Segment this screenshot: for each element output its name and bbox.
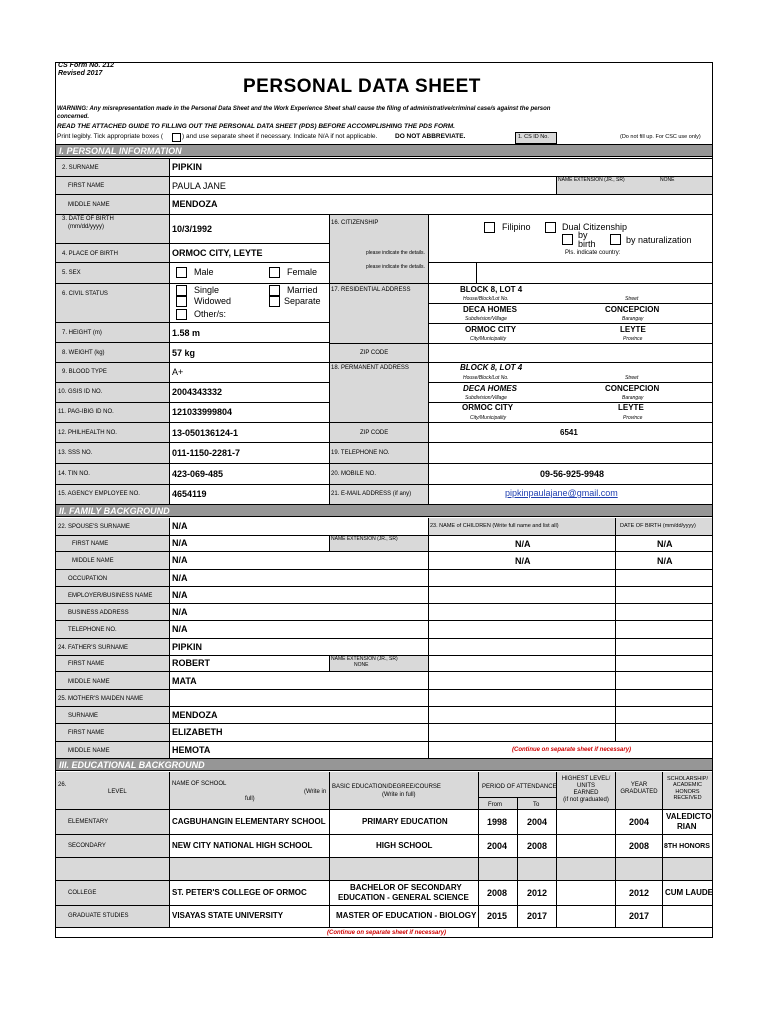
education-period-header: PERIOD OF ATTENDANCE [482, 784, 557, 790]
mother-surname-value[interactable]: MENDOZA [172, 710, 218, 720]
citizenship-details-hint-2: please indicate the details. [366, 264, 425, 270]
edu-graduate-to[interactable]: 2017 [527, 911, 548, 921]
mother-middle-name-value[interactable]: HEMOTA [172, 745, 211, 755]
education-item-number: 26. [58, 782, 67, 788]
edu-college-honors[interactable]: CUM LAUDE [665, 888, 713, 897]
permanent-barangay-value[interactable]: CONCEPCION [605, 384, 660, 393]
residential-province-caption: Province [623, 336, 643, 342]
csc-note: (Do not fill up. For CSC use only) [620, 134, 701, 140]
middle-name-value[interactable]: MENDOZA [172, 199, 218, 209]
father-surname-label: 24. FATHER'S SURNAME [58, 645, 129, 651]
permanent-street-caption: Street [625, 375, 639, 381]
spouse-telephone-label: TELEPHONE NO. [68, 627, 117, 633]
mother-surname-label: SURNAME [68, 713, 99, 719]
education-course-header: BASIC EDUCATION/DEGREE/COURSE [332, 784, 441, 790]
warning-text: WARNING: Any misrepresentation made in the Personal Data Sheet and the Work Experience Sheet shall cause the filing of administrative/criminal case/s against the person [57, 106, 551, 112]
child-2-name[interactable]: N/A [515, 556, 531, 566]
education-school-header: NAME OF SCHOOL [172, 781, 227, 787]
edu-elementary-honors-2[interactable]: RIAN [677, 822, 697, 831]
employer-value[interactable]: N/A [172, 590, 188, 600]
residential-house-caption: House/Block/Lot No. [463, 296, 509, 302]
edu-elementary-year[interactable]: 2004 [629, 817, 650, 827]
father-name-ext-label: NAME EXTENSION (JR., SR) [331, 656, 398, 662]
mother-maiden-name-label: 25. MOTHER'S MAIDEN NAME [58, 696, 144, 702]
section-educational-background: III. EDUCATIONAL BACKGROUND [55, 758, 713, 771]
sex-female-label: Female [287, 267, 318, 277]
spouse-middle-name-label: MIDDLE NAME [72, 558, 114, 564]
father-middle-name-value[interactable]: MATA [172, 676, 197, 686]
weight-label: 8. WEIGHT (kg) [62, 350, 105, 356]
form-number: CS Form No. 212 [58, 62, 115, 69]
child-1-dob[interactable]: N/A [657, 539, 673, 549]
print-instruction-b: ) and use separate sheet if necessary. Indicate N/A if not applicable. [182, 133, 378, 140]
philhealth-value[interactable]: 13-050136124-1 [172, 428, 239, 438]
children-continue-note: (Continue on separate sheet if necessary) [512, 747, 632, 753]
edu-secondary-school[interactable]: NEW CITY NATIONAL HIGH SCHOOL [172, 841, 313, 850]
education-level-header: LEVEL [108, 789, 127, 795]
edu-secondary-from[interactable]: 2004 [487, 841, 508, 851]
height-label: 7. HEIGHT (m) [62, 330, 102, 336]
page-title: PERSONAL DATA SHEET [243, 76, 481, 97]
spouse-first-name-label: FIRST NAME [72, 541, 109, 547]
agency-employee-value[interactable]: 4654119 [172, 489, 207, 499]
permanent-zip-label: ZIP CODE [360, 430, 389, 436]
residential-subdivision-caption: Subdivision/Village [465, 316, 507, 322]
sss-label: 13. SSS NO. [58, 450, 93, 456]
name-extension-value[interactable]: NONE [660, 177, 675, 183]
gsis-value[interactable]: 2004343332 [172, 387, 223, 397]
mother-middle-name-label: MIDDLE NAME [68, 748, 110, 754]
first-name-label: FIRST NAME [68, 183, 105, 189]
edu-secondary-to[interactable]: 2008 [527, 841, 548, 851]
edu-elementary-to[interactable]: 2004 [527, 817, 548, 827]
business-address-label: BUSINESS ADDRESS [68, 610, 129, 616]
edu-college-school[interactable]: ST. PETER'S COLLEGE OF ORMOC [172, 888, 307, 897]
spouse-first-name-value[interactable]: N/A [172, 538, 188, 548]
civil-separated-label: Separate [284, 296, 321, 306]
tin-value[interactable]: 423-069-485 [172, 469, 224, 479]
father-first-name-label: FIRST NAME [68, 661, 105, 667]
sex-label: 5. SEX [62, 270, 81, 276]
sss-value[interactable]: 011-1150-2281-7 [172, 448, 241, 458]
children-dob-header: DATE OF BIRTH (mm/dd/yyyy) [620, 523, 696, 529]
education-school-write-in: (Write in [304, 789, 327, 795]
gsis-label: 10. GSIS ID NO. [58, 389, 103, 395]
email-label: 21. E-MAIL ADDRESS (if any) [331, 491, 412, 497]
residential-street-caption: Street [625, 296, 639, 302]
residential-city-caption: City/Municipality [470, 336, 507, 342]
permanent-province-caption: Province [623, 415, 643, 421]
residential-barangay-value[interactable]: CONCEPCION [605, 305, 660, 314]
education-course-full: (Write in full) [382, 792, 416, 798]
telephone-label: 19. TELEPHONE NO. [331, 450, 390, 456]
residential-barangay-caption: Barangay [622, 316, 644, 322]
pob-value[interactable]: ORMOC CITY, LEYTE [172, 248, 263, 258]
civil-others-label: Other/s: [194, 309, 227, 319]
father-first-name-value[interactable]: ROBERT [172, 658, 210, 668]
citizenship-country-hint: Pls. indicate country: [565, 250, 621, 256]
edu-graduate-level: GRADUATE STUDIES [68, 913, 129, 919]
residential-house-value[interactable]: BLOCK 8, LOT 4 [460, 285, 523, 294]
warning-text-2: concerned. [57, 114, 90, 120]
blood-type-value[interactable]: A+ [172, 367, 184, 377]
citizenship-filipino-label: Filipino [502, 222, 531, 232]
permanent-province-value[interactable]: LEYTE [618, 403, 644, 412]
education-year-header: YEAR GRADUATED [620, 782, 658, 795]
permanent-address-label: 18. PERMANENT ADDRESS [331, 365, 409, 371]
edu-college-to[interactable]: 2012 [527, 888, 548, 898]
middle-name-label: MIDDLE NAME [68, 202, 110, 208]
citizenship-details-hint: please indicate the details. [366, 250, 425, 256]
edu-graduate-school[interactable]: VISAYAS STATE UNIVERSITY [172, 911, 284, 920]
mother-first-name-label: FIRST NAME [68, 730, 105, 736]
philhealth-label: 12. PHILHEALTH NO. [58, 430, 117, 436]
education-continue-note: (Continue on separate sheet if necessary) [327, 930, 447, 936]
civil-widowed-label: Widowed [194, 296, 232, 306]
education-honors-header: SCHOLARSHIP/ ACADEMIC HONORS RECEIVED [667, 776, 708, 801]
section-family-background: II. FAMILY BACKGROUND [55, 504, 713, 517]
edu-graduate-from[interactable]: 2015 [487, 911, 508, 921]
dob-value[interactable]: 10/3/1992 [172, 224, 213, 234]
form-frame [55, 62, 713, 938]
mobile-value[interactable]: 09-56-925-9948 [540, 469, 605, 479]
edu-college-year[interactable]: 2012 [629, 888, 650, 898]
pob-label: 4. PLACE OF BIRTH [62, 251, 118, 257]
edu-elementary-course[interactable]: PRIMARY EDUCATION [362, 817, 448, 826]
edu-secondary-honors[interactable]: 8TH HONORS [664, 843, 710, 850]
sex-male-label: Male [194, 267, 214, 277]
agency-employee-label: 15. AGENCY EMPLOYEE NO. [58, 491, 140, 497]
edu-elementary-level: ELEMENTARY [68, 819, 109, 825]
email-value[interactable]: pipkinpaulajane@gmail.com [505, 488, 618, 498]
edu-college-course[interactable]: BACHELOR OF SECONDARY [350, 883, 462, 892]
spouse-surname-label: 22. SPOUSE'S SURNAME [58, 524, 130, 530]
education-from-header: From [488, 802, 502, 808]
civil-single-label: Single [194, 285, 220, 295]
blood-type-label: 9. BLOOD TYPE [62, 369, 107, 375]
occupation-value[interactable]: N/A [172, 573, 188, 583]
permanent-house-caption: House/Block/Lot No. [463, 375, 509, 381]
surname-label: 2. SURNAME [62, 165, 99, 171]
residential-city-value[interactable]: ORMOC CITY [465, 325, 517, 334]
permanent-city-value[interactable]: ORMOC CITY [462, 403, 514, 412]
father-middle-name-label: MIDDLE NAME [68, 679, 110, 685]
civil-married-label: Married [287, 285, 318, 295]
residential-address-label: 17. RESIDENTIAL ADDRESS [331, 287, 411, 293]
citizenship-by-birth-label: by [578, 230, 588, 240]
citizenship-label: 16. CITIZENSHIP [331, 220, 379, 226]
citizenship-by-birth-label-2: birth [578, 239, 596, 249]
children-header: 23. NAME of CHILDREN (Write full name and list all) [430, 523, 559, 529]
edu-graduate-year[interactable]: 2017 [629, 911, 650, 921]
father-name-ext-value[interactable]: NONE [354, 662, 369, 668]
permanent-house-value[interactable]: BLOCK 8, LOT 4 [460, 363, 523, 372]
edu-secondary-course[interactable]: HIGH SCHOOL [376, 841, 433, 850]
weight-value[interactable]: 57 kg [172, 348, 196, 358]
edu-graduate-course[interactable]: MASTER OF EDUCATION - BIOLOGY [336, 911, 477, 920]
spouse-surname-value[interactable]: N/A [172, 521, 188, 531]
residential-zip-label: ZIP CODE [360, 350, 389, 356]
business-address-value[interactable]: N/A [172, 607, 188, 617]
edu-secondary-level: SECONDARY [68, 843, 106, 849]
permanent-subdivision-caption: Subdivision/Village [465, 395, 507, 401]
residential-province-value[interactable]: LEYTE [620, 325, 646, 334]
mobile-label: 20. MOBILE NO. [331, 471, 377, 477]
spouse-middle-name-value[interactable]: N/A [172, 555, 188, 565]
child-2-dob[interactable]: N/A [657, 556, 673, 566]
height-value[interactable]: 1.58 m [172, 328, 201, 338]
spouse-telephone-value[interactable]: N/A [172, 624, 188, 634]
cs-id-label: 1. CS ID No. [518, 134, 549, 140]
no-abbreviate: DO NOT ABBREVIATE. [395, 133, 466, 140]
pagibig-label: 11. PAG-IBIG ID NO. [58, 409, 114, 415]
education-school-full: full) [245, 796, 255, 802]
citizenship-dual-label: Dual Citizenship [562, 222, 628, 232]
edu-elementary-from[interactable]: 1998 [487, 817, 508, 827]
edu-elementary-school[interactable]: CAGBUHANGIN ELEMENTARY SCHOOL [172, 817, 326, 826]
residential-subdivision-value[interactable]: DECA HOMES [463, 305, 517, 314]
section-personal-information: I. PERSONAL INFORMATION [55, 144, 713, 157]
education-to-header: To [533, 802, 540, 808]
permanent-zip-value[interactable]: 6541 [560, 428, 578, 437]
edu-secondary-year[interactable]: 2008 [629, 841, 650, 851]
print-instruction-a: Print legibly. Tick appropriate boxes ( [57, 133, 164, 140]
permanent-barangay-caption: Barangay [622, 395, 644, 401]
civil-status-label: 6. CIVIL STATUS [62, 291, 108, 297]
name-extension-label: NAME EXTENSION (JR., SR) [558, 177, 625, 183]
surname-value[interactable]: PIPKIN [172, 162, 203, 172]
employer-label: EMPLOYER/BUSINESS NAME [68, 593, 153, 599]
permanent-city-caption: City/Municipality [470, 415, 507, 421]
first-name-value[interactable]: PAULA JANE [172, 181, 226, 191]
form-revised: Revised 2017 [58, 70, 103, 77]
edu-college-course-2[interactable]: EDUCATION - GENERAL SCIENCE [338, 893, 469, 902]
pagibig-value[interactable]: 121033999804 [172, 407, 233, 417]
spouse-name-ext-label: NAME EXTENSION (JR., SR) [331, 536, 398, 542]
mother-first-name-value[interactable]: ELIZABETH [172, 727, 223, 737]
permanent-subdivision-value[interactable]: DECA HOMES [463, 384, 517, 393]
edu-elementary-honors[interactable]: VALEDICTO [666, 812, 712, 821]
read-guide-text: READ THE ATTACHED GUIDE TO FILLING OUT THE PERSONAL DATA SHEET (PDS) BEFORE ACCOMPLISHING THE PDS FORM. [57, 123, 455, 130]
father-surname-value[interactable]: PIPKIN [172, 642, 203, 652]
tin-label: 14. TIN NO. [58, 471, 90, 477]
dob-label: 3. DATE OF BIRTH [62, 216, 114, 222]
child-1-name[interactable]: N/A [515, 539, 531, 549]
education-units-header: HIGHEST LEVEL/ UNITS EARNED (if not graduated) [561, 776, 611, 803]
citizenship-naturalization-label: by naturalization [626, 235, 692, 245]
dob-format-label: (mm/dd/yyyy) [68, 224, 104, 230]
edu-college-level: COLLEGE [68, 890, 97, 896]
occupation-label: OCCUPATION [68, 576, 108, 582]
edu-college-from[interactable]: 2008 [487, 888, 508, 898]
